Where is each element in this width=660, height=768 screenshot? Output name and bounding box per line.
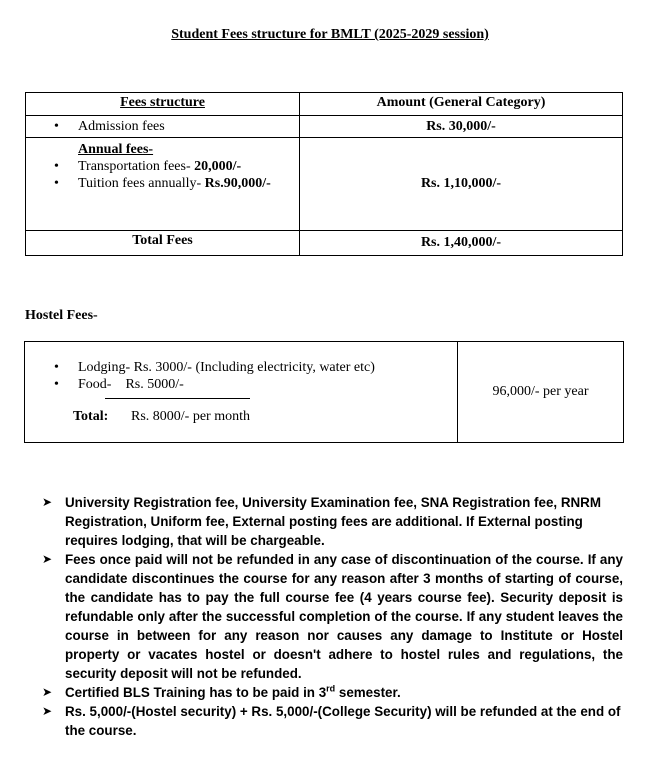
fees-table xyxy=(25,92,623,256)
hostel-fees-heading: Hostel Fees- xyxy=(25,308,98,323)
tuition-fees-item: • Tuition fees annually- Rs.90,000/- xyxy=(26,175,299,192)
arrow-bullet-icon: ➤ xyxy=(42,685,53,699)
admission-fees-label: • Admission fees xyxy=(26,118,299,135)
document-title: Student Fees structure for BMLT (2025-2029 session) xyxy=(171,27,489,42)
total-fees-amount: Rs. 1,40,000/- xyxy=(300,231,623,256)
hostel-annual-amount: 96,000/- per year xyxy=(458,342,624,443)
transportation-fees-item: • Transportation fees- 20,000/- xyxy=(26,158,299,175)
arrow-bullet-icon: ➤ xyxy=(42,495,53,509)
hostel-lodging-item: • Lodging- Rs. 3000/- (Including electricity, water etc) xyxy=(25,359,457,376)
header-fees-structure: Fees structure xyxy=(26,93,300,116)
hostel-monthly-total: Total: Rs. 8000/- per month xyxy=(73,409,250,424)
table-row-total xyxy=(26,231,623,256)
header-amount: Amount (General Category) xyxy=(300,93,623,116)
note-bls-training: ➤ Certified BLS Training has to be paid in 3rd semester. xyxy=(42,683,401,700)
total-fees-label: Total Fees xyxy=(26,231,300,256)
note-refund-policy: ➤ Fees once paid will not be refunded in any case of discontinuation of the course. If any candidate discontinues the course for any reason after 3 months of starting of course, the candidate has to pay the full course fee (4 years course fee). Security deposit is refundable only after the successful completion of the course. If any student leaves the course in between for any reason nor causes any damage to Institute or Hostel property or vacates hostel or doesn't adhere to hostel rules and regulations, the security deposit will not be refunded. xyxy=(42,552,623,681)
arrow-bullet-icon: ➤ xyxy=(42,704,53,718)
fees-table-header-row xyxy=(26,93,623,116)
admission-fees-amount: Rs. 30,000/- xyxy=(300,116,623,138)
table-row-annual xyxy=(26,138,623,231)
sum-divider xyxy=(105,398,250,399)
hostel-fees-table xyxy=(24,341,624,443)
arrow-bullet-icon: ➤ xyxy=(42,552,53,566)
hostel-food-item: • Food- Rs. 5000/- xyxy=(25,376,457,393)
note-security-refund: ➤ Rs. 5,000/-(Hostel security) + Rs. 5,000/-(College Security) will be refunded at the end of the course. xyxy=(42,704,621,738)
annual-fees-heading: Annual fees- xyxy=(78,142,154,157)
annual-fees-amount: Rs. 1,10,000/- xyxy=(300,138,623,231)
hostel-breakdown-cell xyxy=(25,342,458,443)
notes-list xyxy=(40,493,623,740)
note-additional-fees: ➤ University Registration fee, University Examination fee, SNA Registration fee, RNRM Registration, Uniform fee, External posting fees are additional. If External posting requires lodging, that will be chargeable. xyxy=(42,495,602,548)
table-row-admission xyxy=(26,116,623,138)
